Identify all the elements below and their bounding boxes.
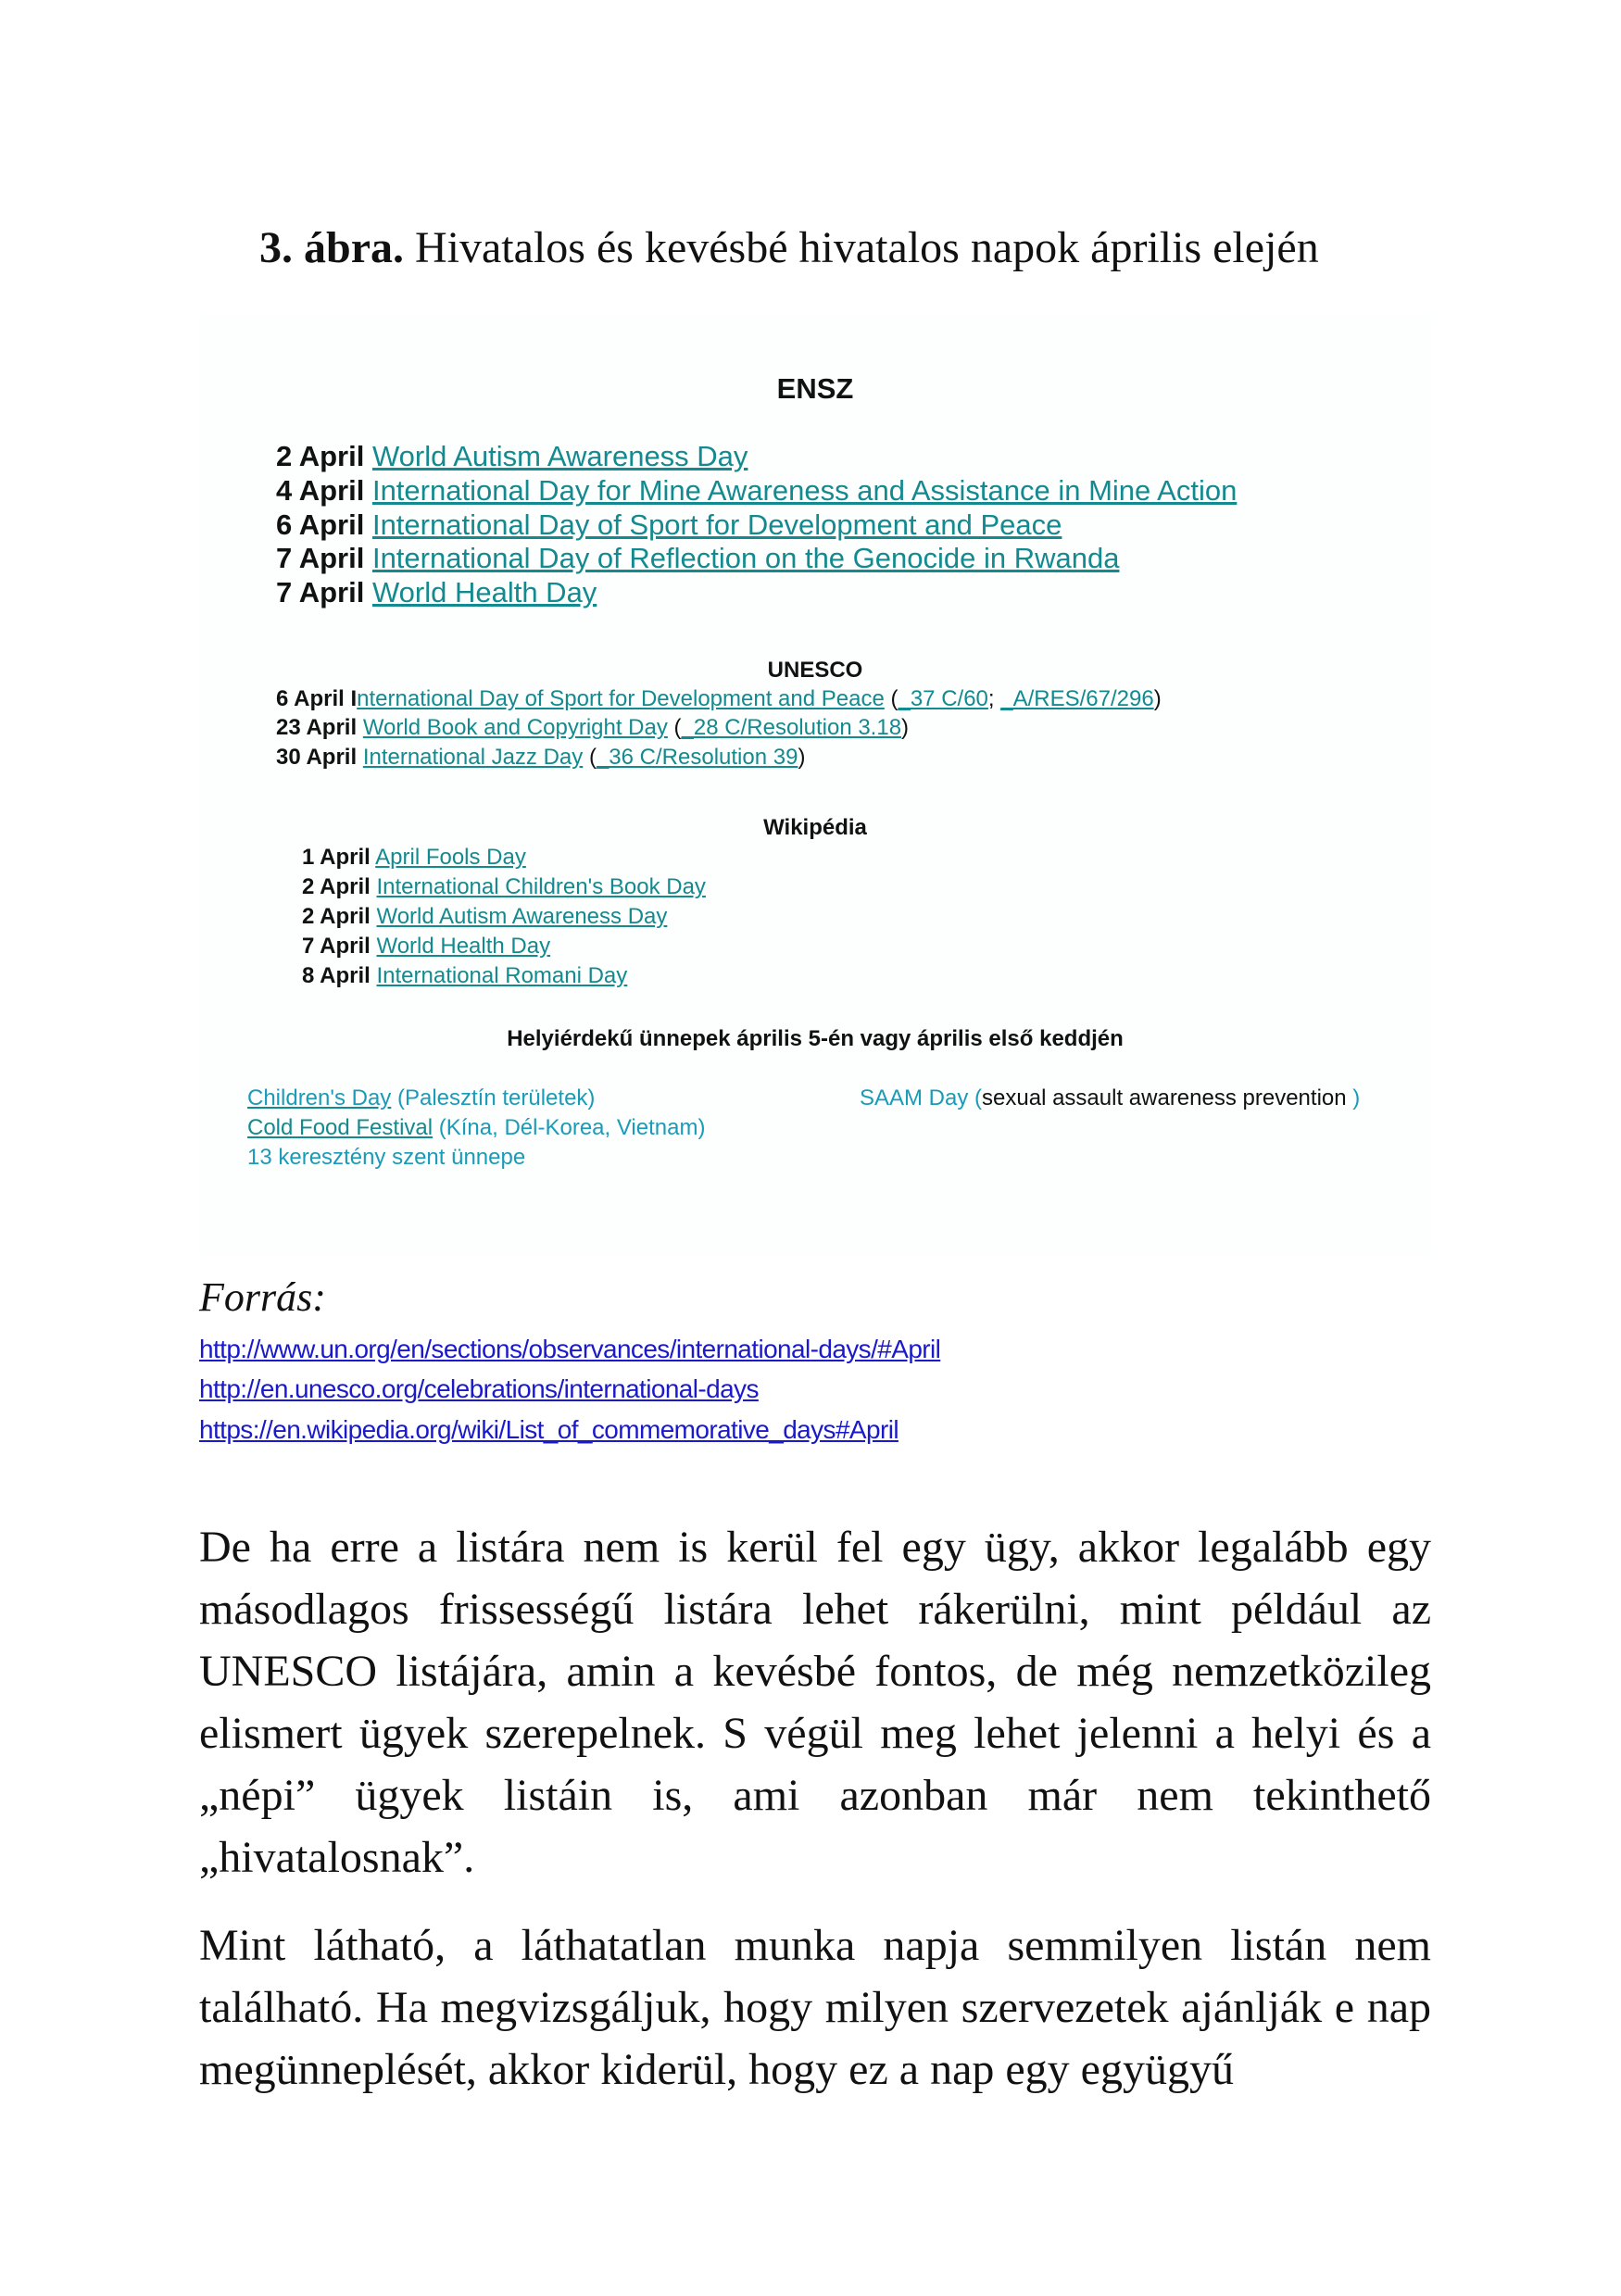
figure-caption xyxy=(259,220,1464,276)
unesco-item-link[interactable]: International Jazz Day xyxy=(362,745,584,770)
cold-food-region: (Kína, Dél-Korea, Vietnam) xyxy=(433,1115,706,1140)
wikipedia-item-date: 2 April xyxy=(302,904,371,929)
childrens-day-region: (Palesztín területek) xyxy=(391,1085,596,1110)
local-heading: Helyiérdekű ünnepek április 5-én vagy április első keddjén xyxy=(507,1026,1124,1051)
wikipedia-item-link[interactable]: International Children's Book Day xyxy=(376,874,706,899)
ensz-item xyxy=(276,542,1119,575)
body-paragraph: De ha erre a listára nem is kerül fel egy ügy, akkor legalább egy másodlagos frissességű listára lehet rákerülni, mint például az UNESCO listájára, amin a kevésbé fontos, de még nemzetközileg elismert ügyek szerepelnek. S végül meg lehet jelenni a helyi és a „népi” ügyek listáin is, ami azonban már nem tekinthető „hivatalosnak”. xyxy=(199,1523,1431,1882)
unesco-item xyxy=(276,745,805,771)
unesco-item xyxy=(276,686,1162,712)
body-paragraph: Mint látható, a láthatatlan munka napja semmilyen listán nem található. Ha megvizsgáljuk, hogy milyen szervezetek ajánlják e nap megünneplését, akkor kiderül, hogy ez a nap egy együgyű xyxy=(199,1921,1431,2094)
ensz-item xyxy=(276,508,1062,542)
wikipedia-item-date: 2 April xyxy=(302,874,371,899)
wikipedia-item xyxy=(302,874,706,900)
paren-close: ) xyxy=(901,715,910,740)
paren-close: ) xyxy=(1153,686,1162,711)
wikipedia-item xyxy=(302,963,627,989)
paren-open: ( xyxy=(884,686,898,711)
ensz-heading: ENSZ xyxy=(776,372,854,405)
figure-title: Hivatalos és kevésbé hivatalos napok április elején xyxy=(415,223,1319,272)
paren-close: ) xyxy=(798,745,806,770)
resolution-link[interactable]: _A/RES/67/296 xyxy=(1000,686,1154,711)
wikipedia-item xyxy=(302,845,526,871)
unesco-item-date: 23 April xyxy=(276,715,358,740)
ensz-item-link[interactable]: World Health Day xyxy=(371,576,597,609)
unesco-item-link[interactable]: nternational Day of Sport for Development and Peace xyxy=(357,686,885,711)
saam-label: SAAM Day ( xyxy=(860,1085,983,1110)
separator: ; xyxy=(987,686,1001,711)
paren-open: ( xyxy=(667,715,682,740)
childrens-day-link[interactable]: Children's Day xyxy=(247,1085,392,1110)
unesco-heading: UNESCO xyxy=(767,658,863,683)
ensz-item-link[interactable]: International Day for Mine Awareness and Assistance in Mine Action xyxy=(371,474,1238,507)
source-label: Forrás: xyxy=(199,1274,326,1320)
ensz-item-link[interactable]: International Day of Reflection on the Genocide in Rwanda xyxy=(371,542,1120,574)
ensz-item-date: 2 April xyxy=(276,440,365,472)
resolution-link[interactable]: _28 C/Resolution 3.18 xyxy=(681,715,902,740)
wikipedia-item-date: 8 April xyxy=(302,963,371,988)
wikipedia-item-link[interactable]: April Fools Day xyxy=(375,845,526,870)
saam-item xyxy=(860,1085,1360,1111)
ensz-item xyxy=(276,576,597,609)
wikipedia-heading: Wikipédia xyxy=(763,815,867,840)
resolution-link[interactable]: _36 C/Resolution 39 xyxy=(596,745,798,770)
ensz-item xyxy=(276,440,748,473)
paren-open: ( xyxy=(583,745,597,770)
source-link[interactable]: https://en.wikipedia.org/wiki/List_of_commemorative_days#April xyxy=(199,1415,898,1444)
saints-item: 13 keresztény szent ünnepe xyxy=(247,1145,526,1170)
ensz-item-link[interactable]: International Day of Sport for Development and Peace xyxy=(371,508,1062,541)
ensz-item-date: 7 April xyxy=(276,542,365,574)
saam-close: ) xyxy=(1346,1085,1361,1110)
wikipedia-item xyxy=(302,904,667,930)
cold-food-link[interactable]: Cold Food Festival xyxy=(247,1115,434,1140)
wikipedia-item xyxy=(302,934,550,960)
wikipedia-item-link[interactable]: International Romani Day xyxy=(376,963,628,988)
childrens-day-item xyxy=(247,1085,595,1111)
source-link[interactable]: http://www.un.org/en/sections/observances/international-days/#April xyxy=(199,1335,941,1363)
resolution-link[interactable]: _37 C/60 xyxy=(898,686,988,711)
wikipedia-item-link[interactable]: World Health Day xyxy=(376,934,551,959)
ensz-item-date: 4 April xyxy=(276,474,365,507)
ensz-item-date: 6 April xyxy=(276,508,365,541)
ensz-item-link[interactable]: World Autism Awareness Day xyxy=(371,440,748,472)
wikipedia-item-date: 7 April xyxy=(302,934,371,959)
wikipedia-item-link[interactable]: World Autism Awareness Day xyxy=(376,904,668,929)
ensz-item xyxy=(276,474,1237,508)
saam-description: sexual assault awareness prevention xyxy=(982,1085,1347,1110)
wikipedia-item-date: 1 April xyxy=(302,845,371,870)
cold-food-item xyxy=(247,1115,705,1141)
figure-image xyxy=(199,315,1431,1255)
figure-number: 3. ábra. xyxy=(259,223,404,272)
source-link[interactable]: http://en.unesco.org/celebrations/international-days xyxy=(199,1374,759,1403)
unesco-item-date: 6 April I xyxy=(276,686,358,711)
ensz-item-date: 7 April xyxy=(276,576,365,609)
unesco-item-link[interactable]: World Book and Copyright Day xyxy=(362,715,668,740)
unesco-item-date: 30 April xyxy=(276,745,358,770)
unesco-item xyxy=(276,715,909,741)
